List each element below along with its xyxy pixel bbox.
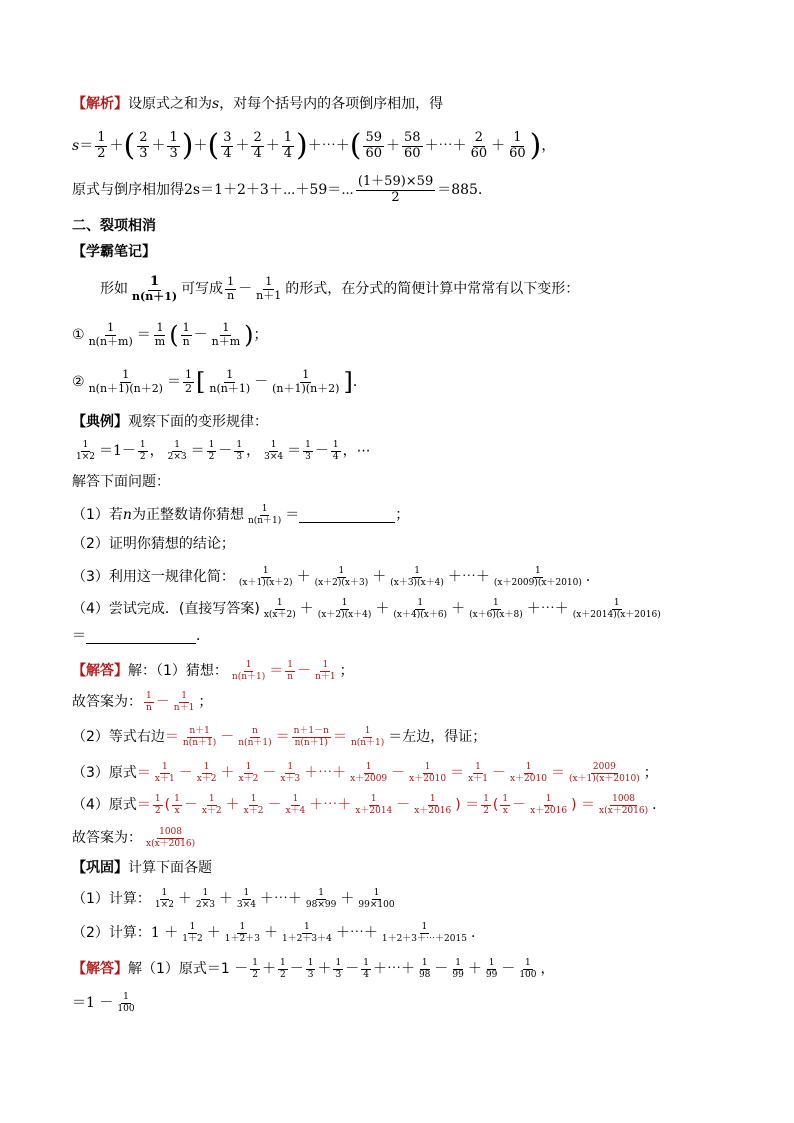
solution-1: 【解答】 解（1）原式＝1 － $\frac{1}{2}$ ＋ $\frac{1}{2}$ － $\frac{1}{3}$ ＋ $\frac{1}{3}$ － $\frac{1}{4}$ ＋⋯＋ $\frac{1}{98}$ － $\frac{1}{99}$ ＋ $\frac{1}{99}$ － $\frac{1}{100}$ ， — [72, 958, 555, 980]
var-s: s — [212, 96, 220, 112]
fraction: $\frac{1}{1+2+3}$ — [224, 922, 260, 944]
fraction: $\frac{(1+59)\times 59}{2}$ — [357, 173, 434, 205]
reverse-sum — [72, 172, 492, 208]
fraction: $\frac{1}{n+m}$ — [211, 320, 241, 348]
section-heading: 二、裂项相消 — [72, 218, 156, 234]
fraction: $\frac{1}{2\times 3}$ — [167, 440, 187, 462]
fraction: $\frac{1}{1\times 2}$ — [154, 888, 174, 910]
fraction: $\frac{1}{x+2009}$ — [350, 762, 388, 784]
answer-4b: 故答案为： $\frac{1008}{x(x+2016)}$ — [72, 827, 196, 849]
fraction: $\frac{1}{(x+2014)(x+2016)}$ — [572, 598, 661, 620]
consolidate-2: （2）计算： 1 ＋ $\frac{1}{1+2}$ ＋ $\frac{1}{1+2+3}$ ＋ $\frac{1}{1+2+3+4}$ ＋⋯＋ $\frac{1}{1+2+3+\cdots+2015}$ ． — [72, 922, 485, 944]
fraction: $\frac{2}{3}$ — [139, 129, 148, 161]
fraction: $\frac{1}{x+2}$ — [238, 762, 259, 784]
fraction: $\frac{1}{60}$ — [509, 129, 526, 161]
note-label: 【学霸笔记】 — [72, 244, 156, 260]
fraction: $\frac{1}{x}$ — [502, 794, 509, 816]
fraction: $\frac{1}{100}$ — [117, 992, 135, 1014]
fraction: $\frac{1}{(x+6)(x+8)}$ — [469, 598, 523, 620]
fraction: $\frac{1}{x(x+2)}$ — [263, 598, 296, 620]
fraction: $\frac{1}{2}$ — [184, 367, 192, 395]
fraction: $\frac{1}{3}$ — [236, 440, 243, 462]
fraction: $\frac{1}{3}$ — [335, 958, 342, 980]
question-1: （1）若 n 为正整数请你猜想 $\frac{1}{n(n+1)}$ ＝ ； — [72, 504, 410, 526]
fraction: $\frac{1}{n(n+m)}$ — [88, 320, 133, 348]
fraction: $\frac{1}{x+2016}$ — [530, 794, 568, 816]
rule-1-marker: ① — [72, 327, 85, 343]
fraction: $\frac{3}{4}$ — [223, 129, 232, 161]
fraction: $\frac{1}{2}$ — [252, 958, 259, 980]
answer-1b: 故答案为： $\frac{1}{n}$ － $\frac{1}{n+1}$ ； — [72, 691, 213, 713]
rule-2: ② $\frac{1}{n(n+1)(n+2)}$ ＝ $\frac{1}{2}$ [ $\frac{1}{n(n+1)}$ － $\frac{1}{(n+1)(n+2)}$ ] ． — [72, 367, 367, 396]
answer-label: 【解答】 — [72, 961, 128, 977]
fraction: $\frac{1}{3}$ — [307, 958, 314, 980]
fraction: $\frac{1}{n(n+1)}$ — [231, 660, 266, 682]
fraction: $\frac{1}{n}$ — [182, 320, 190, 348]
fraction: $\frac{1}{(x+4)(x+6)}$ — [393, 598, 448, 620]
fraction: $\frac{1}{3\times 4}$ — [236, 888, 256, 910]
fraction: $\frac{1}{4}$ — [363, 958, 369, 980]
fraction: $\frac{1008}{x(x+2016)}$ — [146, 827, 196, 849]
fraction: $\frac{1}{2\times 3}$ — [195, 888, 215, 910]
rule-2-marker: ② — [72, 374, 85, 390]
analysis-intro — [72, 94, 443, 114]
fraction: $\frac{1}{(x+2)(x+3)}$ — [314, 566, 369, 588]
question-2: （2）证明你猜想的结论； — [72, 536, 235, 552]
fraction: $\frac{1}{2}$ — [280, 958, 286, 980]
reverse-sum-result: ＝885． — [437, 182, 492, 198]
fraction: $\frac{1}{m}$ — [154, 320, 166, 348]
fraction: $\frac{1}{(n+1)(n+2)}$ — [272, 367, 340, 395]
fraction: $\frac{1}{n}$ — [146, 691, 152, 713]
fraction: $\frac{1}{x+2010}$ — [409, 762, 447, 784]
fraction: $\frac{1}{n+1}$ — [256, 274, 282, 302]
fraction: $\frac{1}{(x+2)(x+4)}$ — [317, 598, 372, 620]
fraction: $\frac{59}{60}$ — [365, 129, 383, 161]
fraction: $\frac{1}{x+1}$ — [468, 762, 488, 784]
rule-1: ① $\frac{1}{n(n+m)}$ ＝ $\frac{1}{m}$ ( $\frac{1}{n}$ － $\frac{1}{n+m}$ ) ； — [72, 320, 268, 349]
fraction: $\frac{1}{n(n+1)}$ — [209, 367, 251, 395]
fraction: $\frac{1}{99\times 100}$ — [358, 888, 395, 910]
fraction: $\frac{1}{x}$ — [174, 794, 180, 816]
example-label: 【典例】 — [72, 414, 128, 430]
fraction: $\frac{1}{n+1}$ — [173, 691, 195, 713]
fraction: $\frac{1}{4}$ — [332, 440, 339, 462]
equation-s: s ＝ $\frac{1}{2}$ ＋ ( $\frac{2}{3}$ ＋ $\frac{1}{3}$ ) ＋ ( $\frac{3}{4}$ ＋ $\frac{2}{4}$ ＋ $\frac{1}{4}$ ) ＋⋯＋ ( $\frac{59}{60}$ ＋ $\frac{58}{60}$ ＋⋯＋ $\frac{2}{60}$ ＋ $\frac{1}{60}$ ) ， — [72, 128, 556, 163]
lhs-s: s — [72, 138, 80, 154]
note-text: 形如 $\frac{1}{n(n+1)}$ 可写成 $\frac{1}{n}$ － $\frac{1}{n+1}$ 的形式，在分式的简便计算中常常有以下变形： — [100, 273, 580, 303]
fraction: $\frac{1}{2}$ — [483, 794, 489, 816]
fraction: $\frac{1}{n(n+1)(n+2)}$ — [88, 367, 163, 395]
question-4: （4）尝试完成．(直接写答案) $\frac{1}{x(x+2)}$ ＋ $\frac{1}{(x+2)(x+4)}$ ＋ $\frac{1}{(x+4)(x+6)}$ ＋ $\frac{1}{(x+6)(x+8)}$ ＋⋯＋ $\frac{1}{(x+2014)(x+2016)}$ — [72, 598, 661, 620]
analysis-text: 设原式之和为 — [128, 96, 212, 112]
fraction: $\frac{1}{4}$ — [283, 129, 293, 161]
fraction: $\frac{2}{4}$ — [253, 129, 262, 161]
fraction: $\frac{1}{x+1}$ — [154, 762, 175, 784]
question-4-answer: ＝ ． — [72, 628, 210, 644]
fraction: $\frac{1008}{x(x+2016)}$ — [599, 794, 649, 816]
fraction: $\frac{1}{98\times 99}$ — [305, 888, 337, 910]
fraction: $\frac{1}{3\times 4}$ — [264, 440, 284, 462]
fraction: $\frac{1}{2}$ — [208, 440, 215, 462]
fraction: $\frac{1}{n(n+1)}$ — [247, 504, 282, 526]
fraction: $\frac{1}{3}$ — [169, 129, 178, 161]
fraction: $\frac{1}{x+4}$ — [285, 794, 306, 816]
analysis-label: 【解析】 — [72, 96, 128, 112]
fraction: $\frac{1}{2}$ — [139, 440, 146, 462]
fraction: $\frac{1}{n+1}$ — [315, 660, 336, 682]
fraction: $\frac{1}{99}$ — [485, 958, 498, 980]
fraction: $\frac{2}{60}$ — [470, 129, 488, 161]
consolidate-1: （1）计算： $\frac{1}{1\times 2}$ ＋ $\frac{1}{2\times 3}$ ＋ $\frac{1}{3\times 4}$ ＋⋯＋ $\frac{1}{98\times 99}$ ＋ $\frac{1}{99\times 100}$ — [72, 888, 395, 910]
fraction: $\frac{1}{100}$ — [519, 958, 537, 980]
fraction: $\frac{1}{n(n+1)}$ — [132, 273, 178, 303]
consolidate-label: 【巩固】 — [72, 860, 128, 876]
fraction: $\frac{58}{60}$ — [404, 129, 421, 161]
fraction: $\frac{n}{n(n+1)}$ — [238, 726, 272, 748]
fraction: $\frac{1}{98}$ — [418, 958, 431, 980]
fraction: $\frac{1}{3}$ — [305, 440, 311, 462]
fraction: $\frac{n+1}{n(n+1)}$ — [182, 726, 217, 748]
pattern-line: $\frac{1}{1\times 2}$ ＝1－ $\frac{1}{2}$ ， $\frac{1}{2\times 3}$ ＝ $\frac{1}{2}$ － $\frac{1}{3}$ ， $\frac{1}{3\times 4}$ ＝ $\frac{1}{3}$ － $\frac{1}{4}$ ，⋯ — [76, 440, 371, 462]
fraction: $\frac{1}{x+2014}$ — [355, 794, 393, 816]
fraction: $\frac{2009}{(x+1)(x+2010)}$ — [568, 762, 640, 784]
fraction: $\frac{1}{x+2}$ — [196, 762, 217, 784]
example-intro: 【典例】 观察下面的变形规律： — [72, 414, 268, 430]
analysis-text-2: ，对每个括号内的各项倒序相加，得 — [219, 96, 444, 112]
solution-1b: ＝1 － $\frac{1}{100}$ — [72, 992, 135, 1014]
question-intro: 解答下面问题： — [72, 474, 170, 490]
fraction: $\frac{1}{99}$ — [452, 958, 464, 980]
answer-4: （4）原式 ＝ $\frac{1}{2}$ ( $\frac{1}{x}$ － $\frac{1}{x+2}$ ＋ $\frac{1}{x+2}$ － $\frac{1}{x+4}$ ＋⋯＋ $\frac{1}{x+2014}$ － $\frac{1}{x+2016}$ ) ＝ $\frac{1}{2}$ ( $\frac{1}{x}$ － $\frac{1}{x+2016}$ ) ＝ $\frac{1008}{x(x+2016)}$ ． — [72, 794, 667, 816]
fraction: $\frac{1}{2}$ — [97, 129, 106, 161]
fraction: $\frac{1}{1+2+3+4}$ — [281, 922, 332, 944]
reverse-sum-text: 原式与倒序相加得 — [72, 182, 184, 198]
fraction: $\frac{1}{2}$ — [154, 794, 161, 816]
fraction: $\frac{1}{n}$ — [287, 660, 294, 682]
answer-1: 【解答】 解：（1）猜想： $\frac{1}{n(n+1)}$ ＝ $\frac{1}{n}$ － $\frac{1}{n+1}$ ； — [72, 660, 354, 682]
fraction: $\frac{1}{(x+1)(x+2)}$ — [238, 566, 293, 588]
answer-blank[interactable] — [299, 508, 395, 523]
fraction: $\frac{1}{(x+2009)(x+2010)}$ — [493, 566, 582, 588]
answer-3: （3）原式 ＝ $\frac{1}{x+1}$ － $\frac{1}{x+2}$ ＋ $\frac{1}{x+2}$ － $\frac{1}{x+3}$ ＋⋯＋ $\frac{1}{x+2009}$ － $\frac{1}{x+2010}$ ＝ $\frac{1}{x+1}$ － $\frac{1}{x+2010}$ ＝ $\frac{2009}{(x+1)(x+2010)}$ ； — [72, 762, 658, 784]
question-3: （3）利用这一规律化简： $\frac{1}{(x+1)(x+2)}$ ＋ $\frac{1}{(x+2)(x+3)}$ ＋ $\frac{1}{(x+3)(x+4)}$ ＋⋯＋ $\frac{1}{(x+2009)(x+2010)}$ ． — [72, 566, 600, 588]
answer-blank[interactable] — [86, 629, 196, 644]
fraction: $\frac{1}{x+2010}$ — [509, 762, 547, 784]
fraction: $\frac{1}{x+2}$ — [243, 794, 264, 816]
fraction: $\frac{n+1-n}{n(n+1)}$ — [293, 726, 329, 748]
consolidate-intro: 【巩固】 计算下面各题 — [72, 860, 212, 876]
answer-2: （2）等式右边 ＝ $\frac{n+1}{n(n+1)}$ － $\frac{n}{n(n+1)}$ ＝ $\frac{n+1-n}{n(n+1)}$ ＝ $\frac{1}{n(n+1)}$ ＝左边，得证； — [72, 726, 487, 748]
fraction: $\frac{1}{1+2+3+\cdots+2015}$ — [381, 922, 467, 944]
answer-label: 【解答】 — [72, 663, 128, 679]
fraction: $\frac{1}{x+3}$ — [280, 762, 301, 784]
fraction: $\frac{1}{1\times 2}$ — [76, 440, 95, 462]
fraction: $\frac{1}{n(n+1)}$ — [350, 726, 385, 748]
reverse-sum-expr: 2s＝1＋2＋3＋⋯＋59＝⋯ — [184, 182, 354, 198]
fraction: $\frac{1}{x+2016}$ — [414, 794, 452, 816]
fraction: $\frac{1}{(x+3)(x+4)}$ — [390, 566, 444, 588]
fraction: $\frac{1}{1+2}$ — [182, 922, 203, 944]
fraction: $\frac{1}{x+2}$ — [201, 794, 222, 816]
fraction: $\frac{1}{n}$ — [227, 274, 235, 302]
